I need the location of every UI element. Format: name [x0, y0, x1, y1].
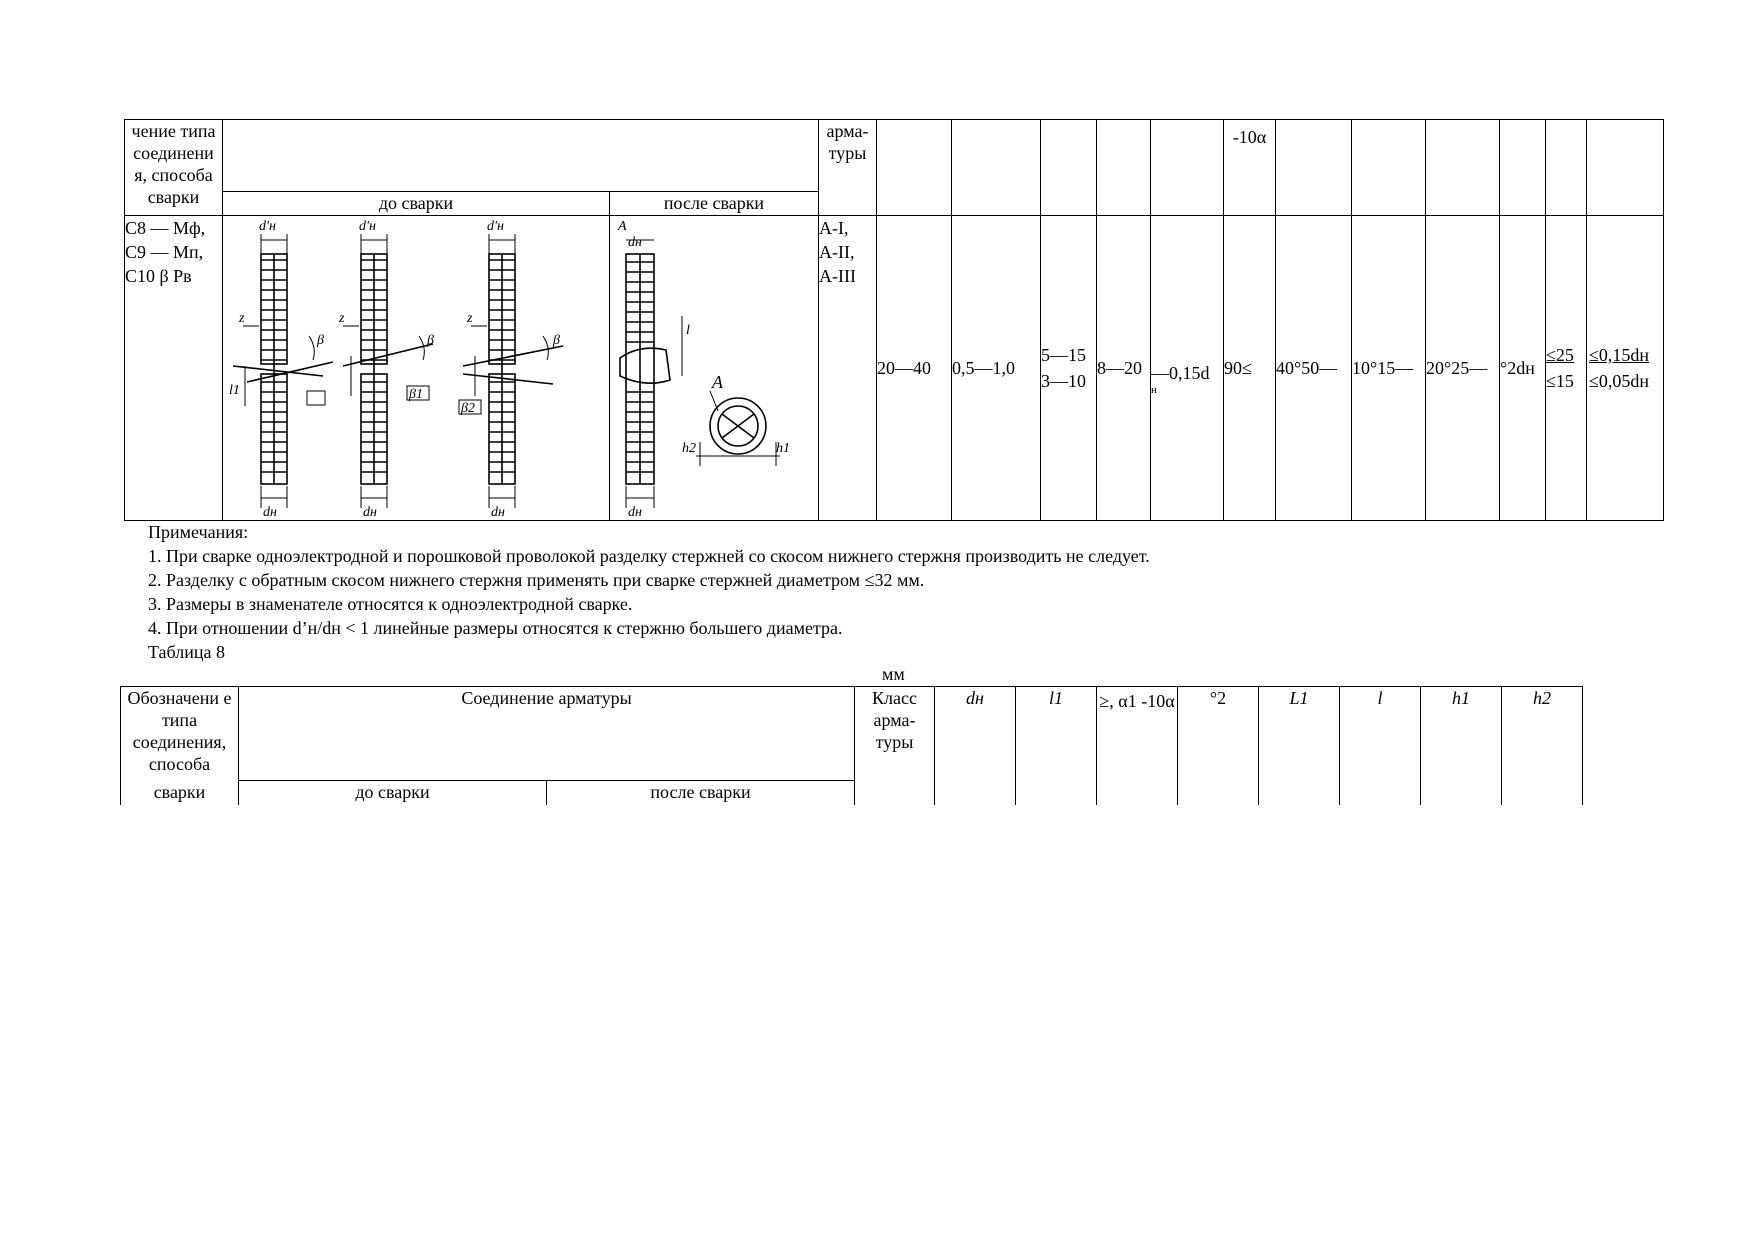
table-label: Таблица 8 — [148, 642, 225, 662]
note-1: 1. При сварке одноэлектродной и порошковой проволокой разделку стержней со скосом нижнего стержня производить не следует. — [148, 546, 1150, 566]
designation-header-bottom: Обозначени е типа соединения, способа — [121, 687, 239, 781]
cell-c7: °2dн — [1500, 216, 1546, 521]
cell-c9-bottom: ≤0,05dн — [1589, 371, 1650, 391]
class-header-bottom: Класс арма- туры — [855, 687, 935, 805]
note-3: 3. Размеры в знаменателе относятся к одноэлектродной сварке. — [148, 594, 633, 614]
col-header-10 — [1500, 120, 1546, 216]
col-header-11 — [1546, 120, 1587, 216]
welding-table-bottom — [120, 686, 1583, 805]
label-beta2: β2 — [461, 401, 475, 416]
col-header-3 — [1041, 120, 1097, 216]
before-welding-header: до сварки — [223, 192, 610, 216]
notes-block — [148, 520, 1150, 664]
cell-c4: 40°50— — [1276, 216, 1352, 521]
label-beta-3: β — [553, 333, 560, 348]
cell-c9 — [1587, 216, 1664, 521]
note-4: 4. При отношении d’н/dн < 1 линейные размеры относятся к стержню большего диаметра. — [148, 618, 843, 638]
before-welding-drawing — [223, 216, 610, 521]
class-line-3: А-III — [819, 266, 856, 286]
col-l-bottom: l — [1340, 687, 1421, 805]
col-L1-bottom: L1 — [1259, 687, 1340, 805]
col-deg2-bottom: °2 — [1178, 687, 1259, 805]
cell-l1: 0,5—1,0 — [952, 216, 1041, 521]
welding-table-top — [124, 119, 1664, 521]
cell-dn: 20—40 — [877, 216, 952, 521]
rebar-after-welding-figure — [610, 216, 817, 519]
cell-L-top: 5—15 — [1041, 345, 1086, 365]
class-cell — [819, 216, 877, 521]
label-l1: l1 — [229, 383, 240, 398]
cell-c8-bottom: ≤15 — [1546, 371, 1574, 391]
unit-label: мм — [882, 664, 905, 684]
label-beta-1: β — [317, 333, 324, 348]
before-welding-header-bottom: до сварки — [239, 781, 547, 805]
cell-c5: 10°15— — [1352, 216, 1426, 521]
label-z-3: z — [467, 311, 473, 326]
label-dn-prime-1: d'н — [259, 219, 276, 234]
col-dn-bottom: dн — [935, 687, 1016, 805]
cell-L — [1041, 216, 1097, 521]
col-header-7 — [1276, 120, 1352, 216]
rebar-before-welding-figure — [223, 216, 608, 519]
class-line-2: А-II, — [819, 242, 855, 262]
cell-c2-sub: н — [1151, 384, 1157, 396]
label-beta1: β1 — [409, 387, 423, 402]
label-A-section: A — [712, 372, 723, 392]
col-header-9 — [1426, 120, 1500, 216]
label-l: l — [686, 323, 690, 338]
designation-line-2: С9 — Мп, — [125, 242, 204, 262]
cell-c6: 20°25— — [1426, 216, 1500, 521]
col-header-5 — [1151, 120, 1224, 216]
designation-header: чение типа соединени я, способа сварки — [125, 120, 223, 216]
note-2: 2. Разделку с обратным скосом нижнего стержня применять при сварке стержней диаметром ≤32 мм. — [148, 570, 925, 590]
cell-c8-top: ≤25 — [1546, 345, 1574, 365]
cell-c2: —0,15d н — [1151, 216, 1224, 521]
label-h1: h1 — [776, 441, 790, 456]
label-dn-prime-3: d'н — [487, 219, 504, 234]
designation-line-1: С8 — Мф, — [125, 218, 206, 238]
label-h2: h2 — [682, 441, 696, 456]
after-welding-header: после сварки — [610, 192, 819, 216]
col-h1-bottom: h1 — [1421, 687, 1502, 805]
rebar-1 — [233, 254, 333, 484]
cell-c1: 8—20 — [1097, 216, 1151, 521]
designation-cell — [125, 216, 223, 521]
col-l1-bottom: l1 — [1016, 687, 1097, 805]
label-dn-3: dн — [491, 505, 505, 519]
rebar-3 — [463, 254, 563, 484]
connection-header — [223, 120, 819, 192]
label-dn-after-bottom: dн — [628, 505, 642, 519]
label-z-1: z — [239, 311, 245, 326]
notes-title: Примечания: — [148, 522, 249, 542]
label-beta-2: β — [427, 333, 434, 348]
label-z-2: z — [339, 311, 345, 326]
after-welding-header-bottom: после сварки — [547, 781, 855, 805]
col-h2-bottom: h2 — [1502, 687, 1583, 805]
cell-c9-top: ≤0,15dн — [1589, 345, 1650, 365]
after-welding-drawing — [610, 216, 819, 521]
label-dn-after-top: dн — [628, 235, 642, 250]
connection-header-bottom: Соединение арматуры — [239, 687, 855, 781]
designation-line-3: С10 β Рв — [125, 266, 192, 286]
label-dn-2: dн — [363, 505, 377, 519]
rebar-2 — [343, 254, 433, 484]
col-header-dn — [877, 120, 952, 216]
cell-c8 — [1546, 216, 1587, 521]
col-header-4 — [1097, 120, 1151, 216]
col-header-l1 — [952, 120, 1041, 216]
col-header-12 — [1587, 120, 1664, 216]
label-A-top: A — [618, 219, 627, 234]
label-dn-prime-2: d'н — [359, 219, 376, 234]
col-alpha1-bottom: ≥, α1 -10α — [1097, 687, 1178, 805]
cell-L-bottom: 3—10 — [1041, 371, 1086, 391]
class-line-1: А-I, — [819, 218, 849, 238]
cell-c3: 90≤ — [1224, 216, 1276, 521]
col-header-alpha: -10α — [1224, 120, 1276, 216]
class-header: арма- туры — [819, 120, 877, 216]
label-dn-1: dн — [263, 505, 277, 519]
designation-tail-bottom: сварки — [121, 781, 239, 805]
col-header-8 — [1352, 120, 1426, 216]
